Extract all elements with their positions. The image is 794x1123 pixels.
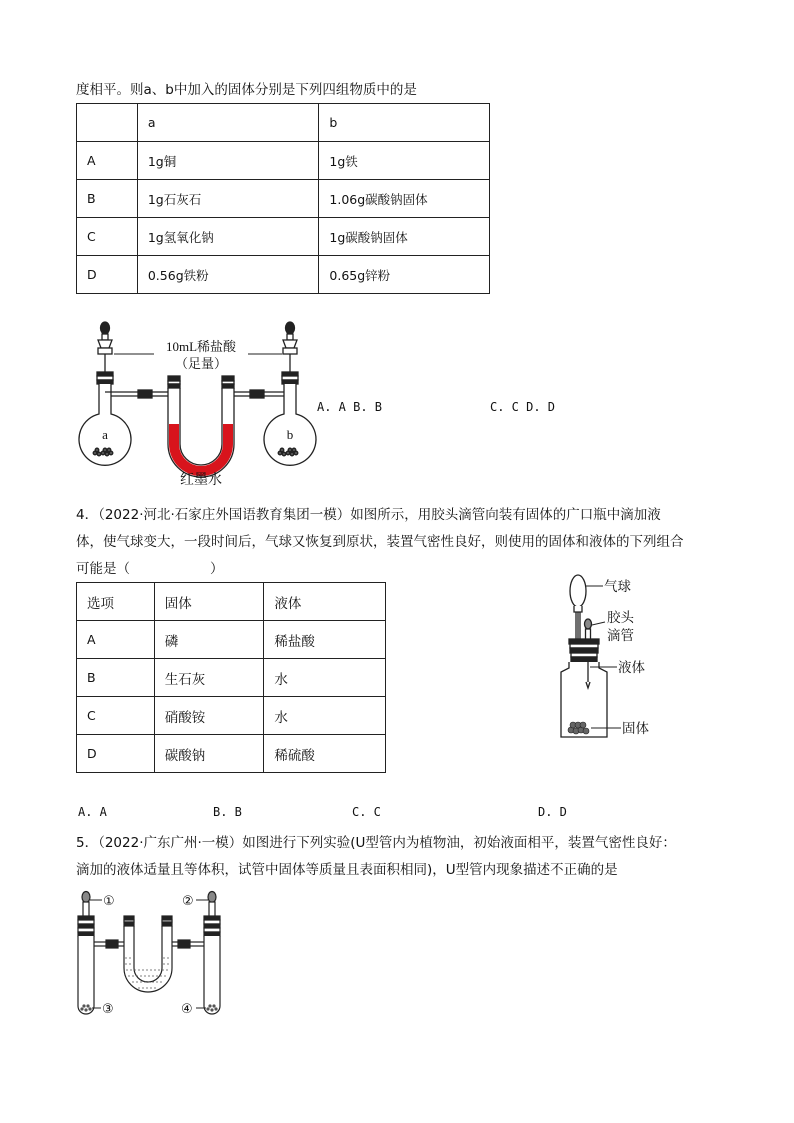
table-cell: 磷 <box>154 621 264 659</box>
table-cell: 0.65g锌粉 <box>319 256 490 294</box>
q5-stem-line2: 滴加的液体适量且等体积，试管中固体等质量且表面积相同)，U型管内现象描述不正确的是 <box>76 862 618 878</box>
table-row <box>77 621 386 659</box>
left-dropper-icon <box>82 892 90 903</box>
flask-a-label: a <box>102 427 108 442</box>
table-cell: 0.56g铁粉 <box>137 256 319 294</box>
table-cell: 水 <box>264 659 386 697</box>
table-cell: 选项 <box>77 583 155 621</box>
q5-apparatus-figure <box>70 888 240 1020</box>
q4-option-b: B. B <box>213 805 242 819</box>
table-row <box>77 735 386 773</box>
q4-stem-line1: 4．（2022·河北·石家庄外国语教育集团一模）如图所示，用胶头滴管向装有固体的广口瓶中滴加液 <box>76 507 661 523</box>
table-cell: 1g石灰石 <box>137 180 319 218</box>
solid-label: 固体 <box>622 721 649 737</box>
balloon-label: 气球 <box>604 579 631 595</box>
table-cell: 固体 <box>154 583 264 621</box>
q5-stem-line1: 5．（2022·广东广州·一模）如图进行下列实验(U型管内为植物油，初始液面相平，装置气密性良好： <box>76 835 676 851</box>
table-cell: D <box>77 735 155 773</box>
solid-granules <box>568 722 589 734</box>
table-row <box>77 142 490 180</box>
table-cell: A <box>77 142 138 180</box>
table-cell: C <box>77 697 155 735</box>
table-cell: 稀硫酸 <box>264 735 386 773</box>
q4-stem-line3: 可能是（ ） <box>76 561 224 577</box>
table-cell: A <box>77 621 155 659</box>
right-dropper-icon <box>208 892 216 903</box>
table-row <box>77 256 490 294</box>
table-cell: 液体 <box>264 583 386 621</box>
label-3: ③ <box>102 1002 114 1017</box>
balloon-icon <box>570 575 586 607</box>
liquid-label: 液体 <box>618 660 645 676</box>
q4-option-c: C. C <box>352 805 381 819</box>
dropper-label-2: 滴管 <box>607 628 634 644</box>
label-1: ① <box>103 894 115 909</box>
table-header-row <box>77 583 386 621</box>
q4-stem-line2: 体，使气球变大，一段时间后，气球又恢复到原状，装置气密性良好，则使用的固体和液体的下列组合 <box>76 534 684 550</box>
red-ink-label: 红墨水 <box>180 472 222 488</box>
q4-table <box>76 582 386 773</box>
q3-options-ab: A. A B. B <box>317 400 383 414</box>
table-row <box>77 659 386 697</box>
q3-table <box>76 103 490 294</box>
acid-label: 10mL稀盐酸 <box>165 339 237 354</box>
q3-intro-tail: 度相平。则a、b中加入的固体分别是下列四组物质中的是 <box>76 82 417 98</box>
label-2: ② <box>182 894 194 909</box>
table-cell: D <box>77 256 138 294</box>
dropper-icon <box>585 619 592 629</box>
q3-apparatus-figure <box>78 318 318 490</box>
left-test-tube-icon <box>78 936 94 1014</box>
table-cell: 生石灰 <box>154 659 264 697</box>
q3-options-cd: C. C D. D <box>490 400 556 414</box>
table-cell: b <box>319 104 490 142</box>
q4-bottle-figure <box>555 572 675 744</box>
table-cell: C <box>77 218 138 256</box>
table-cell: 1g氢氧化钠 <box>137 218 319 256</box>
table-cell <box>77 104 138 142</box>
flask-b-label: b <box>286 427 294 442</box>
table-cell: 碳酸钠 <box>154 735 264 773</box>
dropper-label-1: 胶头 <box>607 610 634 626</box>
table-row <box>77 218 490 256</box>
acid-amount-label: （足量） <box>174 356 228 371</box>
table-row <box>77 180 490 218</box>
table-cell: 1g铁 <box>319 142 490 180</box>
right-test-tube-icon <box>204 936 220 1014</box>
table-cell: 水 <box>264 697 386 735</box>
table-cell: B <box>77 180 138 218</box>
table-cell: 硝酸铵 <box>154 697 264 735</box>
table-cell: 稀盐酸 <box>264 621 386 659</box>
table-header-row <box>77 104 490 142</box>
table-cell: 1g碳酸钠固体 <box>319 218 490 256</box>
label-4: ④ <box>181 1002 193 1017</box>
table-cell: 1.06g碳酸钠固体 <box>319 180 490 218</box>
q4-option-a: A. A <box>78 805 107 819</box>
q4-option-d: D. D <box>538 805 567 819</box>
table-row <box>77 697 386 735</box>
table-cell: a <box>137 104 319 142</box>
table-cell: 1g铜 <box>137 142 319 180</box>
table-cell: B <box>77 659 155 697</box>
